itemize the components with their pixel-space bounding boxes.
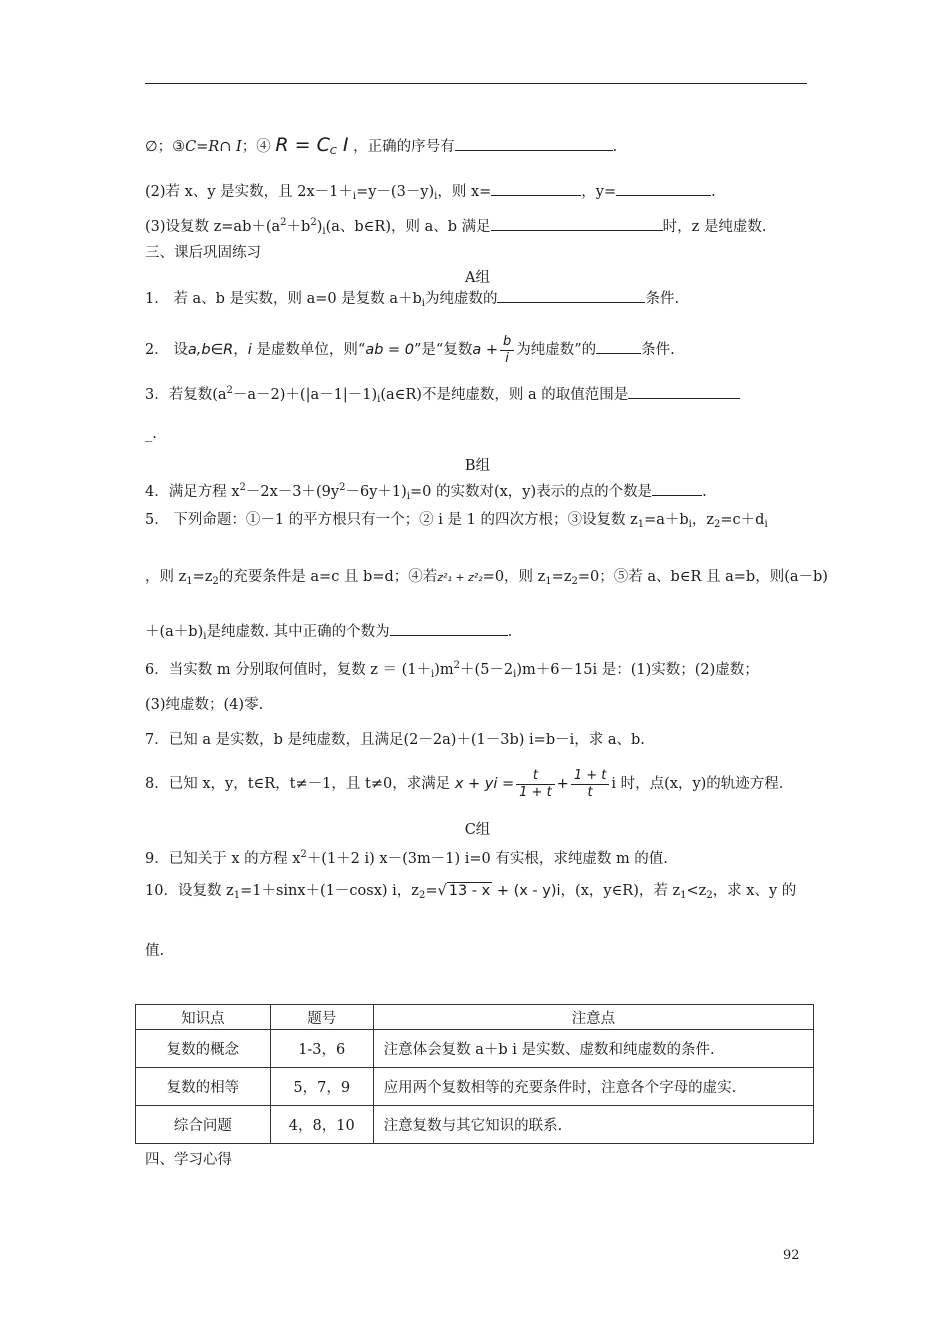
text: 1: [545, 576, 552, 587]
fraction-denominator: t: [587, 784, 593, 800]
text: －a－2)＋(|a－1|－1): [232, 387, 378, 403]
text: =z: [551, 569, 572, 585]
text: 9．已知关于 x 的方程 x: [145, 851, 301, 867]
fraction-numerator: b: [500, 334, 514, 351]
text: i: [688, 519, 692, 530]
text: 1． 若 a、b 是实数，则 a=0 是复数 a＋b: [145, 291, 422, 307]
text: ＋(1＋2 i) x－(3m－1) i=0 有实根，求纯虚数 m 的值.: [306, 851, 668, 867]
question-10: [145, 881, 810, 906]
text: =c＋d: [720, 512, 765, 528]
text: 1: [680, 890, 687, 901]
question-6: [145, 656, 810, 685]
math-expr: ab = 0: [365, 342, 414, 358]
math-expr: +: [556, 776, 569, 792]
knowledge-table: [135, 1004, 814, 1144]
text: 2: [239, 482, 246, 493]
table-row: [136, 1068, 814, 1106]
answer-blank[interactable]: [390, 621, 508, 636]
text: 5． 下列命题：①－1 的平方根只有一个；② i 是 1 的四次方根；③设复数 z: [145, 512, 638, 528]
text: 条件.: [645, 291, 680, 307]
text: ，则 z: [145, 569, 187, 585]
table-cell: 注意体会复数 a＋b i 是实数、虚数和纯虚数的条件.: [373, 1030, 813, 1068]
text: ＋b: [286, 219, 311, 235]
text: 2: [706, 890, 713, 901]
text: =z: [192, 569, 213, 585]
table-header-row: [136, 1005, 814, 1030]
text: 2: [212, 576, 219, 587]
question-2: [145, 333, 810, 367]
answer-blank[interactable]: [652, 481, 702, 496]
question-1: [145, 288, 810, 314]
section-4-title: 四、学习心得: [145, 1152, 232, 1168]
text: =a＋b: [644, 512, 689, 528]
table-cell: 4，8，10: [270, 1106, 373, 1144]
text: ＋(5－2: [460, 662, 514, 678]
text: ∅；③: [145, 139, 186, 155]
text: 为纯虚数”的: [516, 342, 597, 358]
table-cell: 1-3，6: [270, 1030, 373, 1068]
sqrt-expr: [437, 882, 492, 899]
text: ，y=: [581, 184, 617, 200]
sqrt-sign: √: [437, 883, 447, 899]
radicand: 13 - x: [448, 883, 491, 899]
table-header: 注意点: [373, 1005, 813, 1030]
text: i 时，点(x，y)的轨迹方程.: [611, 776, 784, 792]
group-a-title: A组: [465, 270, 490, 286]
text: =1＋sinx＋(1－cosx) i，z: [240, 883, 419, 899]
text: 1: [186, 576, 193, 587]
group-b-title: B组: [464, 458, 491, 474]
math-expr: a,b∈R: [187, 342, 234, 358]
text: ＋(a＋b): [145, 624, 204, 640]
table-header: 知识点: [136, 1005, 271, 1030]
question-5-line-2: [145, 567, 828, 592]
text: 6．当实数 m 分别取何值时，复数 z ＝ (1＋: [145, 662, 432, 678]
answer-blank[interactable]: [455, 136, 613, 151]
text: =y－(3－y): [356, 184, 435, 200]
text: i: [434, 191, 438, 202]
text: i: [377, 394, 381, 405]
question-3: [145, 381, 810, 410]
question-8: [145, 764, 810, 804]
table-cell: 复数的概念: [136, 1030, 271, 1068]
section-3-title: 三、课后巩固练习: [145, 245, 261, 261]
answer-blank[interactable]: [596, 339, 641, 354]
question-5: [145, 510, 810, 535]
text: 2: [453, 660, 461, 671]
text: .: [702, 484, 707, 500]
header-rule: [145, 83, 807, 84]
text: ，则 x=: [437, 184, 492, 200]
text: ，: [233, 342, 248, 358]
text: ；④: [241, 139, 271, 155]
math-expr: R = C: [275, 134, 330, 156]
fraction: [571, 768, 610, 801]
answer-blank[interactable]: [497, 288, 645, 303]
fraction-denominator: 1 + t: [519, 784, 552, 800]
text: .: [711, 184, 716, 200]
text: (2)若 x、y 是实数，且 2x－1＋: [145, 184, 353, 200]
answer-blank[interactable]: [628, 384, 740, 399]
text: 8．已知 x，y，t∈R，t≠－1，且 t≠0，求满足: [145, 776, 451, 792]
text: 是虚数单位，则“: [251, 342, 366, 358]
page-number: 92: [783, 1248, 800, 1263]
text: 10．设复数 z: [145, 883, 234, 899]
text: ，z: [691, 512, 715, 528]
text: 2: [714, 519, 721, 530]
fraction: [516, 768, 555, 801]
text: ，求 x、y 的: [712, 883, 797, 899]
text: i: [431, 669, 435, 680]
text: i: [322, 226, 326, 237]
question-5-line-3: [145, 621, 810, 647]
answer-blank-y[interactable]: [616, 181, 711, 196]
question-9: [145, 845, 810, 869]
text: (a、b∈R)，则 a、b 满足: [325, 219, 491, 235]
text: .: [507, 624, 513, 640]
fraction-denominator: i: [505, 350, 509, 366]
text: =0，则 z: [482, 569, 546, 585]
table-header: 题号: [270, 1005, 373, 1030]
math-expr: a +: [472, 342, 498, 358]
text: 2: [280, 217, 287, 228]
table-row: [136, 1106, 814, 1144]
text: (a∈R)不是纯虚数，则 a 的取值范围是: [380, 387, 629, 403]
text: ”是“复数: [414, 342, 473, 358]
text: －2x－3＋(9y: [245, 484, 340, 500]
math-sub: C: [329, 146, 337, 157]
text: 2: [339, 482, 346, 493]
text: 2: [571, 576, 578, 587]
math-expr: + (x - y)i: [492, 883, 561, 899]
text: =0 的实数对(x，y)表示的点的个数是: [409, 484, 653, 500]
text: －6y＋1): [345, 484, 407, 500]
text: i: [764, 519, 768, 530]
text: i: [406, 491, 410, 502]
text: 2: [300, 849, 307, 860]
text: 3．若复数(a: [145, 387, 227, 403]
line-3: [145, 213, 810, 242]
text: )m＋6－15i 是：(1)实数；(2)虚数；: [516, 662, 759, 678]
text: ): [316, 219, 323, 235]
fraction-numerator: t: [516, 768, 555, 785]
table-row: [136, 1030, 814, 1068]
question-3-continued: _.: [145, 426, 157, 442]
text: C=R∩ I: [185, 139, 242, 155]
math-expr: z²₁ + z²₂: [437, 571, 483, 584]
text: 是纯虚数. 其中正确的个数为: [206, 624, 390, 640]
group-c-title: C组: [464, 822, 491, 838]
text: )m: [434, 662, 454, 678]
text: 的充要条件是 a=c 且 b=d；④若: [218, 569, 438, 585]
text: =: [425, 883, 438, 899]
text: 2． 设: [145, 342, 188, 358]
math-expr: I: [336, 134, 349, 156]
text: 条件.: [641, 342, 675, 358]
text: 1: [637, 519, 645, 530]
question-4: [145, 478, 810, 507]
text: ，正确的序号有: [353, 139, 455, 155]
table-cell: 复数的相等: [136, 1068, 271, 1106]
table-cell: 5，7，9: [270, 1068, 373, 1106]
table-cell: 注意复数与其它知识的联系.: [373, 1106, 813, 1144]
table-cell: 综合问题: [136, 1106, 271, 1144]
fraction-numerator: 1 + t: [571, 768, 610, 785]
text: i: [352, 191, 357, 202]
text: 为纯虚数的: [424, 291, 498, 307]
math-expr: x + yi =: [454, 776, 515, 792]
line-2: [145, 181, 810, 207]
text: i: [421, 298, 425, 309]
text: i: [203, 631, 207, 642]
text: 4．满足方程 x: [145, 484, 240, 500]
text: i: [513, 669, 517, 680]
text: (3)设复数 z=ab＋(a: [145, 219, 281, 235]
text: 时，z 是纯虚数.: [662, 219, 767, 235]
question-10-line-2: 值.: [145, 943, 165, 959]
math-expr: i: [247, 342, 252, 358]
text: 2: [310, 217, 317, 228]
text: 1: [233, 890, 241, 901]
table-cell: 应用两个复数相等的充要条件时，注意各个字母的虚实.: [373, 1068, 813, 1106]
question-7: 7．已知 a 是实数，b 是纯虚数，且满足(2－2a)＋(1－3b) i=b－i，求 a、b.: [145, 732, 645, 748]
text: =0；⑤若 a、b∈R 且 a=b，则(a－b): [577, 569, 828, 585]
text: 2: [226, 385, 233, 396]
answer-blank-x[interactable]: [491, 181, 581, 196]
question-6-line-2: (3)纯虚数；(4)零.: [145, 697, 264, 713]
text: 2: [418, 890, 426, 901]
fraction: [500, 334, 514, 367]
text: <z: [686, 883, 707, 899]
answer-blank[interactable]: [491, 216, 663, 231]
text: .: [612, 139, 618, 155]
text: ，(x，y∈R)，若 z: [560, 883, 681, 899]
line-1: [145, 135, 810, 162]
